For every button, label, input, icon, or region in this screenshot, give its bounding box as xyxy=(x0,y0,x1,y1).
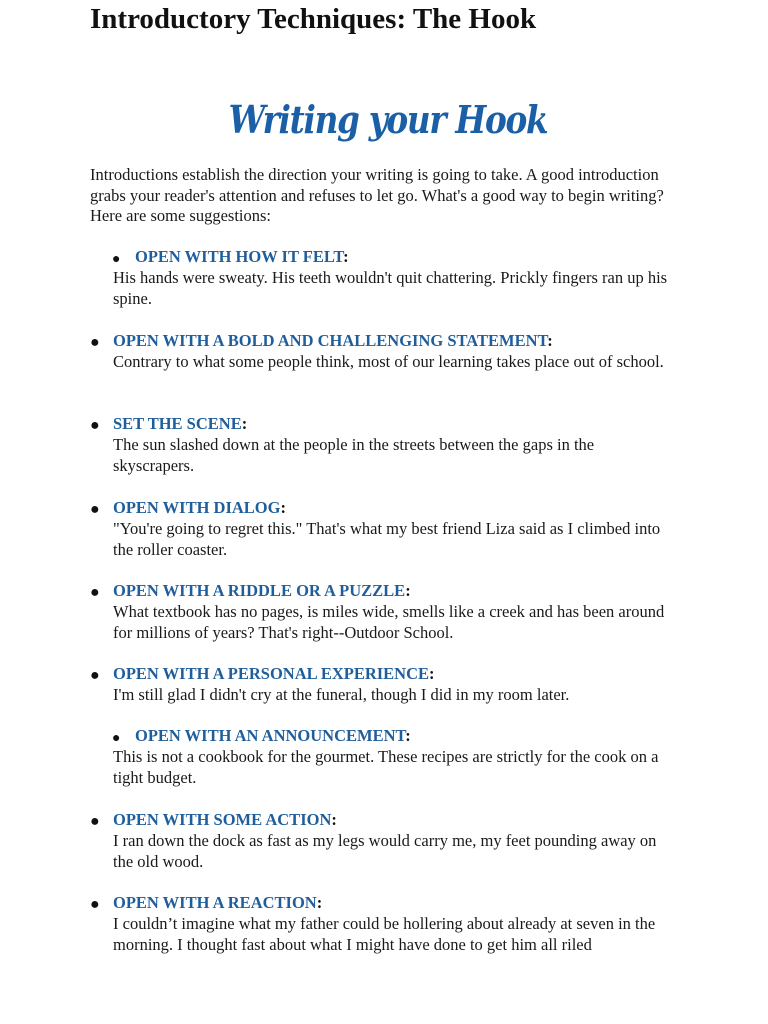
tip-heading-label: SET THE SCENE xyxy=(113,414,242,433)
tip-heading-label: OPEN WITH A RIDDLE OR A PUZZLE xyxy=(113,581,406,600)
tip-some-action xyxy=(90,810,690,872)
tip-heading-label: OPEN WITH AN ANNOUNCEMENT xyxy=(135,726,406,745)
tip-example: This is not a cookbook for the gourmet. These recipes are strictly for the cook on a tight budget. xyxy=(113,746,659,787)
tip-dialog xyxy=(90,498,690,560)
tip-personal-experience xyxy=(90,664,690,706)
tip-heading: OPEN WITH HOW IT FELT: xyxy=(135,247,349,266)
tip-heading: OPEN WITH A REACTION: xyxy=(113,893,323,912)
tip-example: His hands were sweaty. His teeth wouldn't quit chattering. Prickly fingers ran up his spine. xyxy=(113,267,668,308)
tip-example: I ran down the dock as fast as my legs would carry me, my feet pounding away on the old wood. xyxy=(113,830,657,871)
tip-heading: SET THE SCENE: xyxy=(113,414,248,433)
bullet-icon: ● xyxy=(112,731,121,746)
tip-how-it-felt xyxy=(90,247,690,309)
bullet-icon: ● xyxy=(90,813,100,830)
tip-heading: OPEN WITH AN ANNOUNCEMENT: xyxy=(135,726,411,745)
tip-example: The sun slashed down at the people in the streets between the gaps in the skyscrapers. xyxy=(113,434,595,475)
tip-heading: OPEN WITH SOME ACTION: xyxy=(113,810,337,829)
tip-heading-label: OPEN WITH A PERSONAL EXPERIENCE xyxy=(113,664,430,683)
bullet-icon: ● xyxy=(90,334,100,351)
intro-paragraph: Introductions establish the direction your writing is going to take. A good introduction grabs your reader's attention and refuses to let go. What's a good way to begin writing? Here are some suggestions: xyxy=(90,165,664,226)
bullet-icon: ● xyxy=(112,252,121,267)
tip-example: Contrary to what some people think, most of our learning takes place out of school. xyxy=(113,351,664,371)
bullet-icon: ● xyxy=(90,896,100,913)
bullet-icon: ● xyxy=(90,501,100,518)
tip-example: I couldn’t imagine what my father could be hollering about already at seven in the morning. I thought fast about what I might have done to get him all riled xyxy=(113,913,656,954)
section-heading: Writing your Hook xyxy=(228,97,548,142)
page-title: Introductory Techniques: The Hook xyxy=(90,3,537,35)
tip-example: What textbook has no pages, is miles wide, smells like a creek and has been around for millions of years? That's right--Outdoor School. xyxy=(113,601,665,642)
tip-reaction xyxy=(90,893,690,955)
tip-heading-label: OPEN WITH A REACTION xyxy=(113,893,317,912)
tip-heading: OPEN WITH DIALOG: xyxy=(113,498,286,517)
tip-riddle xyxy=(90,581,690,643)
tip-heading-label: OPEN WITH SOME ACTION xyxy=(113,810,332,829)
tip-set-the-scene xyxy=(90,414,690,476)
bullet-icon: ● xyxy=(90,667,100,684)
tip-heading-label: OPEN WITH HOW IT FELT xyxy=(135,247,344,266)
tip-example: "You're going to regret this." That's what my best friend Liza said as I climbed into the roller coaster. xyxy=(113,518,661,559)
tip-heading-label: OPEN WITH A BOLD AND CHALLENGING STATEMENT xyxy=(113,331,548,350)
tip-bold-statement xyxy=(90,331,690,373)
tip-heading: OPEN WITH A BOLD AND CHALLENGING STATEMENT: xyxy=(113,331,553,350)
tip-example: I'm still glad I didn't cry at the funeral, though I did in my room later. xyxy=(113,684,570,704)
bullet-icon: ● xyxy=(90,584,100,601)
bullet-icon: ● xyxy=(90,417,100,434)
tip-heading: OPEN WITH A PERSONAL EXPERIENCE: xyxy=(113,664,435,683)
tip-heading-label: OPEN WITH DIALOG xyxy=(113,498,281,517)
tip-heading: OPEN WITH A RIDDLE OR A PUZZLE: xyxy=(113,581,411,600)
tip-announcement xyxy=(90,726,690,788)
